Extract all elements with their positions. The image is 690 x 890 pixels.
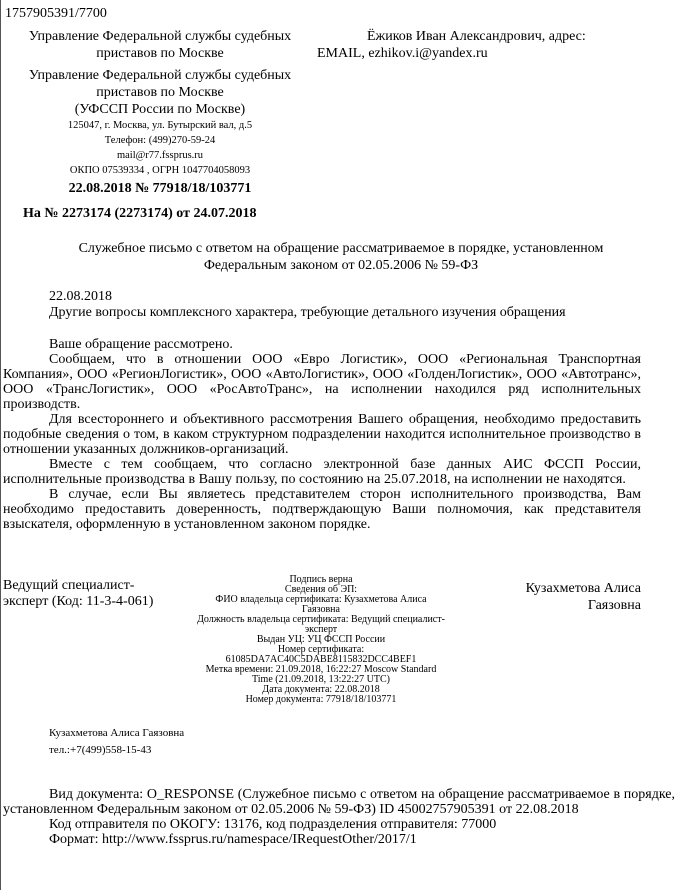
signature-line: Time (21.09.2018, 13:22:27 UTC) — [252, 674, 390, 685]
in-reply-to: На № 2273174 (2273174) от 24.07.2018 — [23, 206, 257, 221]
signature-line: Гаязовна — [302, 604, 340, 615]
document-id: 1757905391/7700 — [5, 6, 107, 21]
signature-line: Дата документа: 22.08.2018 — [262, 684, 380, 695]
footer-doc-type: Вид документа: O_RESPONSE (Служебное письмо с ответом на обращение рассматриваемое в порядке, установленном Федеральным законом от 02.05.2006 № 59-ФЗ) ID 45002757905391 от 22.08.2018 — [3, 787, 675, 817]
executor-name: Кузахметова Алиса Гаязовна — [49, 727, 185, 739]
signer-name-line2: Гаязовна — [587, 598, 641, 613]
letter-subject — [21, 240, 661, 274]
footer-sender-code: Код отправителя по ОКОГУ: 13176, код подразделения отправителя: 77000 — [49, 817, 497, 832]
subject-line2: Федеральным законом от 02.05.2006 № 59-ФЗ — [203, 258, 479, 273]
body-paragraph: Ваше обращение рассмотрено. — [49, 337, 233, 352]
signer-name — [501, 580, 641, 614]
signature-line: Выдан УЦ: УЦ ФССП России — [256, 634, 386, 645]
signature-line: Номер сертификата: — [277, 644, 365, 655]
registration-number: 22.08.2018 № 77918/18/103771 — [68, 181, 252, 196]
sender-header-line2: приставов по Москве — [96, 46, 224, 61]
position-line2: эксперт (Код: 11-3-4-061) — [3, 594, 154, 609]
signature-line: Номер документа: 77918/18/103771 — [245, 694, 397, 705]
footer-format: Формат: http://www.fssprus.ru/namespace/IRequestOther/2017/1 — [49, 832, 417, 847]
sender-header — [1, 28, 319, 62]
body-paragraph: В случае, если Вы являетесь представителем сторон исполнительного производства, Вам необходимо предоставить доверенность, подтверждающую Ваши полномочия, как представителя взыскателя, оформленную в установленном законом порядке. — [3, 487, 641, 532]
subject-line1: Служебное письмо с ответом на обращение рассматриваемое в порядке, установленном — [78, 241, 604, 256]
letter-body — [3, 337, 641, 532]
body-paragraph: Сообщаем, что в отношении ООО «Евро Логистик», ООО «Региональная Транспортная Компания», ООО «РегионЛогистик», ООО «АвтоЛогистик», ООО «ГолденЛогистик», ООО «Автотранс», ООО «ТрансЛогистик», ООО «РосАвтоТранс», на исполнении находился ряд исполнительных производств. — [3, 352, 641, 412]
sender-address: 125047, г. Москва, ул. Бутырский вал, д.5 — [67, 120, 253, 131]
document-footer — [3, 787, 675, 847]
signature-line: Подпись верна — [289, 574, 353, 585]
recipient-name: Ёжиков Иван Александрович, адрес: — [367, 29, 586, 44]
letter-date: 22.08.2018 — [49, 289, 112, 304]
signer-position — [3, 578, 183, 610]
executor-phone: тел.:+7(499)558-15-43 — [49, 744, 152, 756]
signature-line: ФИО владельца сертификата: Кузахметова Алиса — [215, 594, 427, 605]
body-paragraph: Для всестороннего и объективного рассмотрения Вашего обращения, необходимо предоставить подобные сведения о том, в каком структурном подразделении находится исполнительное производство в отношении указанных должников-организаций. — [3, 412, 641, 457]
sender-org-abbrev: (УФССП России по Москве) — [74, 102, 246, 117]
signature-line: Метка времени: 21.09.2018, 16:22:27 Moscow Standard — [205, 664, 437, 675]
sender-org-line1: Управление Федеральной службы судебных — [28, 68, 292, 83]
body-paragraph: Вместе с тем сообщаем, что согласно электронной базе данных АИС ФССП России, исполнительные производства в Вашу пользу, по состоянию на 25.07.2018, на исполнении не находятся. — [3, 457, 641, 487]
sender-email: mail@r77.fssprus.ru — [116, 150, 204, 161]
sender-org-line2: приставов по Москве — [96, 85, 224, 100]
signature-line: эксперт — [304, 624, 338, 635]
signature-line: Сведения об ЭП: — [284, 584, 358, 595]
sender-block — [1, 67, 319, 197]
sender-header-line1: Управление Федеральной службы судебных — [28, 29, 292, 44]
sender-okpo: ОКПО 07539334 , ОГРН 1047704058093 — [69, 165, 251, 176]
signature-line: Должность владельца сертификата: Ведущий специалист- — [197, 614, 445, 625]
recipient-block — [317, 28, 687, 62]
letter-topic: Другие вопросы комплексного характера, требующие детального изучения обращения — [49, 305, 566, 320]
executor-block — [49, 725, 184, 759]
sender-phone: Телефон: (499)270-59-24 — [104, 135, 216, 146]
signature-line: 61085DA7AC40C5DABE8115832DCC4BEF1 — [225, 654, 417, 665]
position-line1: Ведущий специалист- — [3, 578, 135, 593]
electronic-signature-stamp — [187, 575, 455, 705]
signer-name-line1: Кузахметова Алиса — [525, 581, 641, 596]
recipient-email: EMAIL, ezhikov.i@yandex.ru — [317, 46, 488, 61]
